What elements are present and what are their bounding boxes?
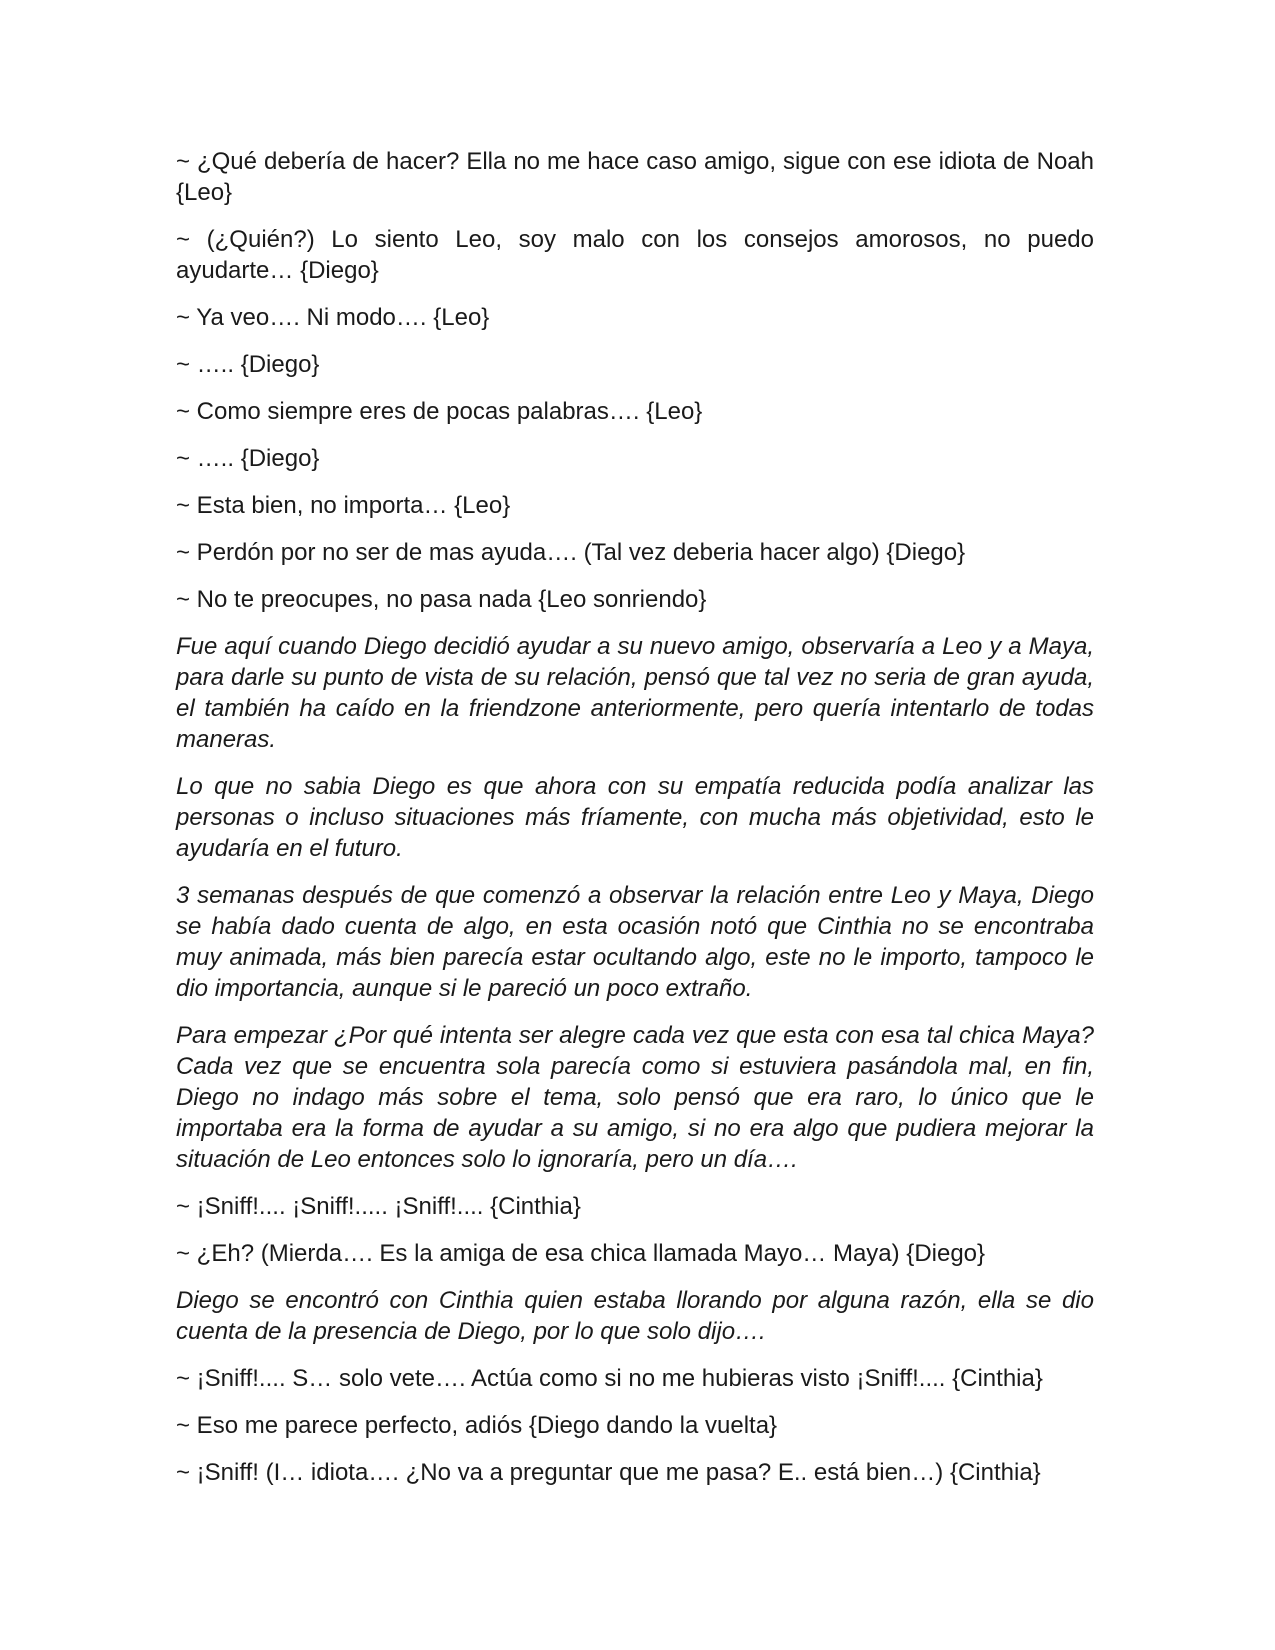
dialogue-line: ~ ¡Sniff!.... S… solo vete…. Actúa como si no me hubieras visto ¡Sniff!.... {Cinthia} bbox=[176, 1365, 1043, 1392]
document-page bbox=[176, 146, 1094, 1504]
dialogue-line: ~ No te preocupes, no pasa nada {Leo sonriendo} bbox=[176, 586, 707, 613]
narration-paragraph: 3 semanas después de que comenzó a observar la relación entre Leo y Maya, Diego se había dado cuenta de algo, en esta ocasión notó que Cinthia no se encontraba muy animada, más bien parecía estar ocultando algo, este no le importo, tampoco le dio importancia, aunque si le pareció un poco extraño. bbox=[176, 882, 1094, 1002]
dialogue-line: ~ ….. {Diego} bbox=[176, 445, 320, 472]
narration-paragraph: Fue aquí cuando Diego decidió ayudar a su nuevo amigo, observaría a Leo y a Maya, para darle su punto de vista de su relación, pensó que tal vez no seria de gran ayuda, el también ha caído en la friendzone anteriormente, pero quería intentarlo de todas maneras. bbox=[176, 633, 1094, 753]
dialogue-line: ~ ¿Qué debería de hacer? Ella no me hace caso amigo, sigue con ese idiota de Noah {Leo} bbox=[176, 148, 1094, 206]
dialogue-line: ~ ¡Sniff!.... ¡Sniff!..... ¡Sniff!.... {Cinthia} bbox=[176, 1193, 581, 1220]
dialogue-line: ~ Como siempre eres de pocas palabras…. {Leo} bbox=[176, 398, 703, 425]
dialogue-line: ~ Ya veo…. Ni modo…. {Leo} bbox=[176, 304, 490, 331]
narration-paragraph: Lo que no sabia Diego es que ahora con su empatía reducida podía analizar las personas o incluso situaciones más fríamente, con mucha más objetividad, esto le ayudaría en el futuro. bbox=[176, 773, 1094, 862]
dialogue-line: ~ ….. {Diego} bbox=[176, 351, 320, 378]
dialogue-line: ~ ¡Sniff! (I… idiota…. ¿No va a preguntar que me pasa? E.. está bien…) {Cinthia} bbox=[176, 1459, 1041, 1486]
dialogue-line: ~ Perdón por no ser de mas ayuda…. (Tal vez deberia hacer algo) {Diego} bbox=[176, 539, 966, 566]
dialogue-line: ~ Eso me parece perfecto, adiós {Diego dando la vuelta} bbox=[176, 1412, 778, 1439]
narration-paragraph: Diego se encontró con Cinthia quien estaba llorando por alguna razón, ella se dio cuenta de la presencia de Diego, por lo que solo dijo…. bbox=[176, 1287, 1094, 1345]
narration-paragraph: Para empezar ¿Por qué intenta ser alegre cada vez que esta con esa tal chica Maya? Cada vez que se encuentra sola parecía como si estuviera pasándola mal, en fin, Diego no indago más sobre el tema, solo pensó que era raro, lo único que le importaba era la forma de ayudar a su amigo, si no era algo que pudiera mejorar la situación de Leo entonces solo lo ignoraría, pero un día…. bbox=[176, 1022, 1094, 1173]
dialogue-line: ~ (¿Quién?) Lo siento Leo, soy malo con los consejos amorosos, no puedo ayudarte… {Diego} bbox=[176, 226, 1094, 284]
dialogue-line: ~ Esta bien, no importa… {Leo} bbox=[176, 492, 511, 519]
dialogue-line: ~ ¿Eh? (Mierda…. Es la amiga de esa chica llamada Mayo… Maya) {Diego} bbox=[176, 1240, 986, 1267]
